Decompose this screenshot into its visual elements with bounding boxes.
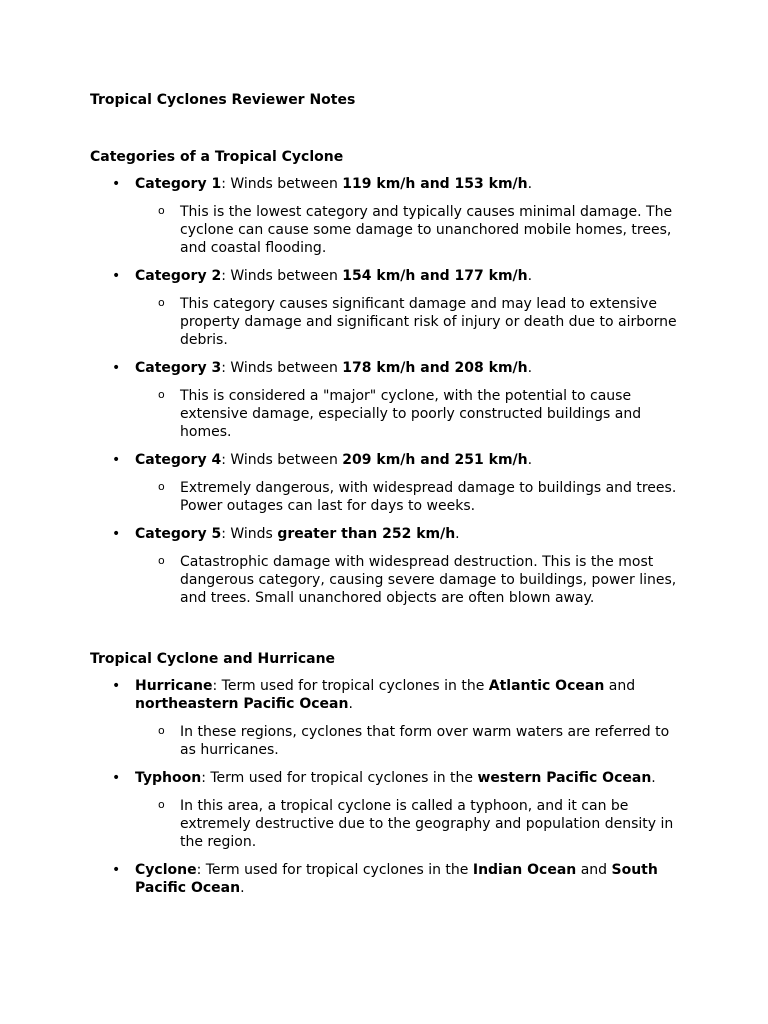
sub-list-item (135, 723, 680, 759)
text-run: : Winds between (221, 176, 343, 192)
bullet-icon: • (112, 678, 121, 694)
bullet-icon: • (112, 176, 121, 192)
bold-text: northeastern Pacific Ocean (135, 696, 349, 712)
bold-text: Atlantic Ocean (488, 678, 605, 694)
bullet-icon: • (112, 770, 121, 786)
bold-text: Cyclone (135, 862, 197, 878)
bold-text: Category 3 (135, 360, 222, 376)
text-run: . (651, 770, 656, 786)
sub-bullet-icon: o (158, 798, 165, 811)
section-terminology (90, 650, 690, 907)
text-run: : Winds between (221, 452, 343, 468)
list-item-text (135, 267, 690, 285)
bold-text: Category 4 (135, 452, 222, 468)
sub-list-item (135, 203, 680, 257)
sub-list-item-text: In this area, a tropical cyclone is called a typhoon, and it can be extremely destructive due to the geography and population density in the region. (180, 798, 674, 850)
list-item-text (135, 359, 690, 377)
bold-text: Typhoon (135, 770, 202, 786)
section-heading: Tropical Cyclone and Hurricane (90, 651, 336, 667)
sub-list-item (135, 797, 680, 851)
text-run: . (527, 360, 533, 376)
bold-text: 209 km/h and 251 km/h (342, 452, 528, 468)
list-item-text (135, 677, 690, 713)
sub-list-item-text: This is the lowest category and typically causes minimal damage. The cyclone can cause some damage to unanchored mobile homes, trees, and coastal flooding. (180, 204, 673, 256)
text-run: and (576, 862, 612, 878)
list-item (90, 267, 690, 349)
list-item (90, 769, 690, 851)
list-item (90, 861, 690, 897)
list-item-text (135, 861, 690, 897)
text-run: . (527, 452, 533, 468)
sub-list-item-text: This is considered a "major" cyclone, with the potential to cause extensive damage, especially to poorly constructed buildings and homes. (180, 388, 642, 440)
bold-text: Category 2 (135, 268, 222, 284)
sub-list-item (135, 387, 680, 441)
text-run: . (455, 526, 460, 542)
sub-list-item-text: This category causes significant damage and may lead to extensive property damage and significant risk of injury or death due to airborne debris. (180, 296, 677, 348)
sub-bullet-icon: o (158, 388, 165, 401)
list-item-text (135, 451, 690, 469)
bold-text: 154 km/h and 177 km/h (342, 268, 528, 284)
text-run: and (604, 678, 636, 694)
list-item (90, 451, 690, 515)
text-run: : Winds between (221, 360, 343, 376)
section-heading: Categories of a Tropical Cyclone (90, 149, 344, 165)
sub-list (135, 295, 690, 349)
bold-text: western Pacific Ocean (477, 770, 652, 786)
sub-list (135, 203, 690, 257)
text-run: . (527, 268, 533, 284)
sub-bullet-icon: o (158, 724, 165, 737)
sub-list (135, 387, 690, 441)
bold-text: Indian Ocean (472, 862, 577, 878)
list-item (90, 525, 690, 607)
sub-list-item-text: In these regions, cyclones that form over warm waters are referred to as hurricanes. (180, 724, 670, 758)
sub-bullet-icon: o (158, 554, 165, 567)
bold-text: Category 5 (135, 526, 222, 542)
sub-list-item-text: Catastrophic damage with widespread destruction. This is the most dangerous category, causing severe damage to buildings, power lines, and trees. Small unanchored objects are often blown away. (180, 554, 677, 606)
sub-bullet-icon: o (158, 204, 165, 217)
bullet-list (90, 677, 690, 897)
section-categories (90, 148, 690, 617)
bold-text: 178 km/h and 208 km/h (342, 360, 528, 376)
list-item-text (135, 525, 690, 543)
text-run: : Term used for tropical cyclones in the (212, 678, 489, 694)
list-item-text (135, 175, 690, 193)
sub-list (135, 553, 690, 607)
bold-text: 119 km/h and 153 km/h (342, 176, 528, 192)
text-run: . (348, 696, 353, 712)
text-run: . (527, 176, 533, 192)
bold-text: Hurricane (135, 678, 213, 694)
sub-bullet-icon: o (158, 296, 165, 309)
sub-list-item (135, 553, 680, 607)
sub-list-item (135, 479, 680, 515)
text-run: : Term used for tropical cyclones in the (196, 862, 473, 878)
bullet-list (90, 175, 690, 607)
document-title: Tropical Cyclones Reviewer Notes (90, 92, 356, 108)
text-run: : Winds (221, 526, 278, 542)
text-run: : Term used for tropical cyclones in the (201, 770, 478, 786)
bullet-icon: • (112, 452, 121, 468)
sub-list-item (135, 295, 680, 349)
bullet-icon: • (112, 526, 121, 542)
list-item (90, 175, 690, 257)
sub-bullet-icon: o (158, 480, 165, 493)
bold-text: South Pacific Ocean (135, 862, 658, 896)
bullet-icon: • (112, 268, 121, 284)
bullet-icon: • (112, 862, 121, 878)
sub-list (135, 723, 690, 759)
list-item (90, 359, 690, 441)
text-run: : Winds between (221, 268, 343, 284)
sub-list-item-text: Extremely dangerous, with widespread damage to buildings and trees. Power outages can last for days to weeks. (180, 480, 677, 514)
sub-list (135, 797, 690, 851)
bullet-icon: • (112, 360, 121, 376)
text-run: . (240, 880, 245, 896)
bold-text: greater than 252 km/h (277, 526, 456, 542)
sub-list (135, 479, 690, 515)
list-item (90, 677, 690, 759)
list-item-text (135, 769, 690, 787)
bold-text: Category 1 (135, 176, 222, 192)
